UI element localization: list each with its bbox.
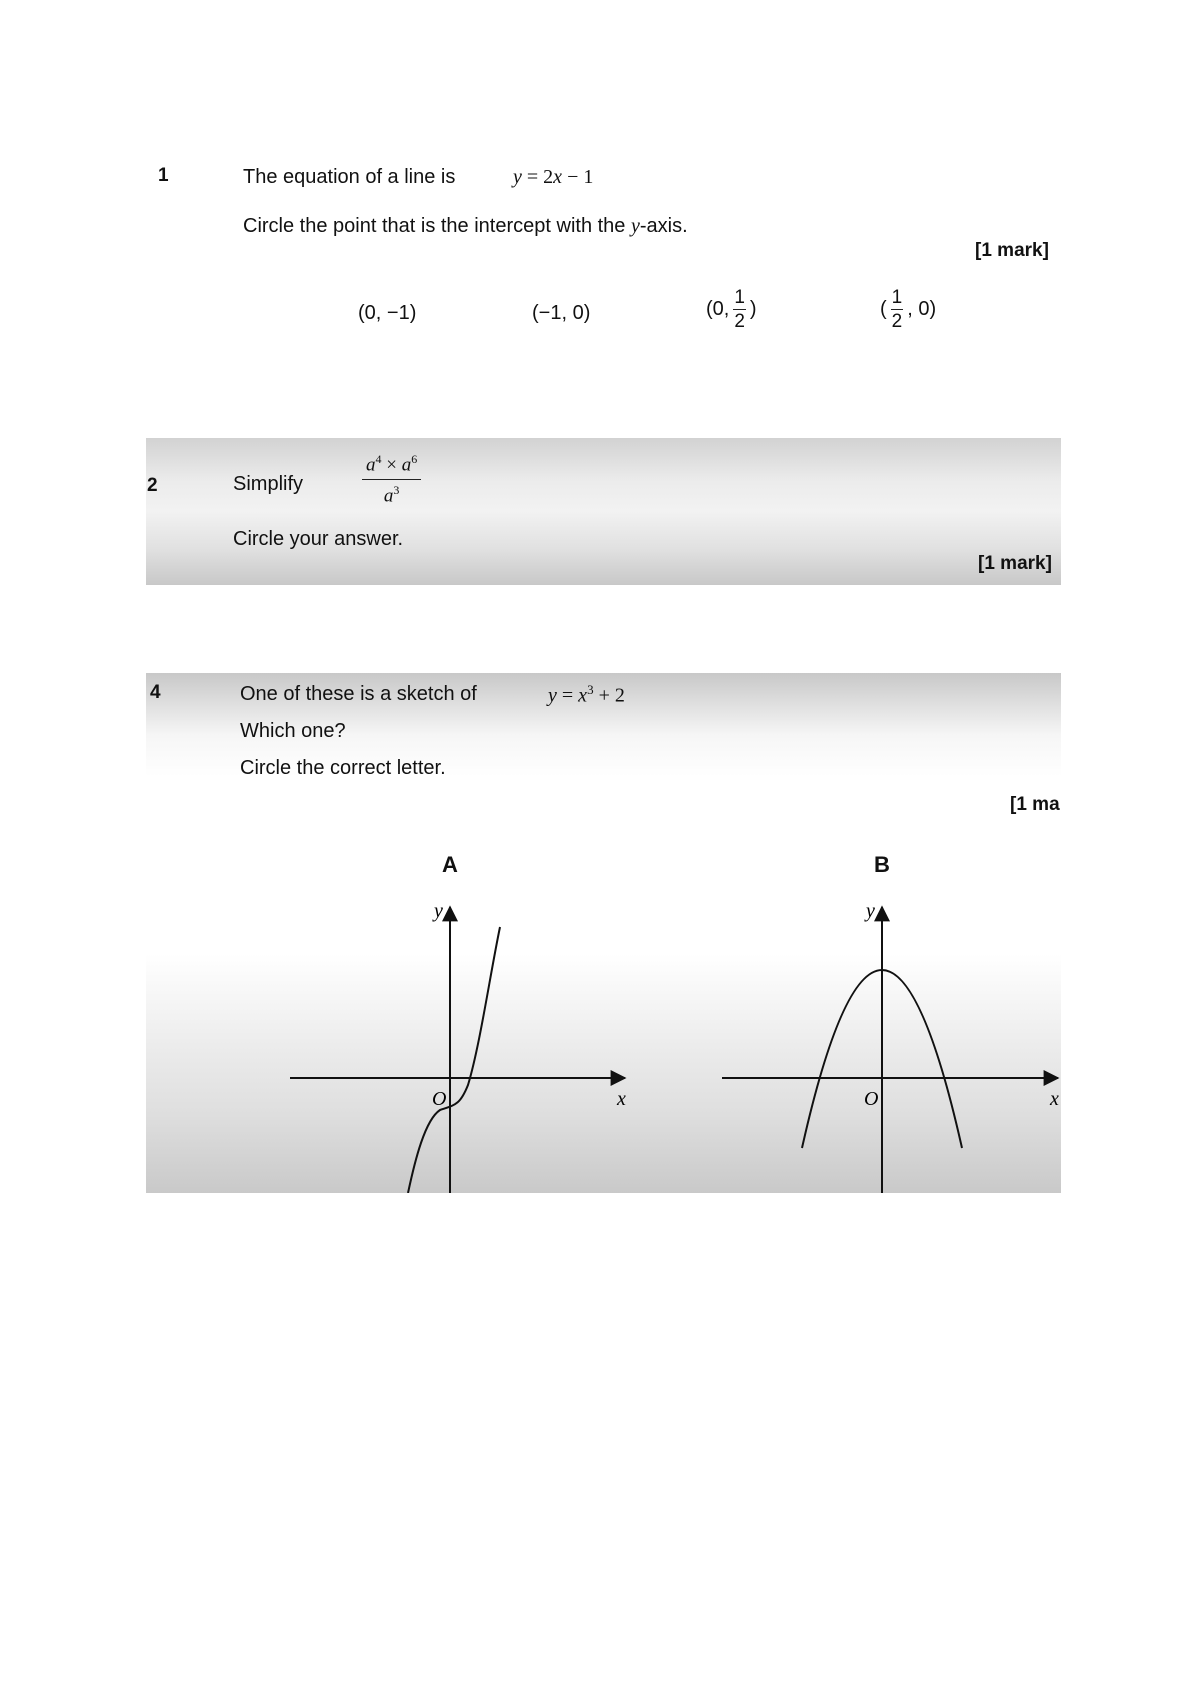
option-text: ): [749, 298, 757, 320]
origin-label: O: [432, 1088, 447, 1110]
marks-label: [1 mark]: [975, 240, 1049, 261]
times-sign: ×: [386, 454, 397, 476]
answer-option-1[interactable]: [358, 302, 416, 325]
question-number: 4: [150, 682, 161, 703]
equation-part: − 1: [562, 166, 594, 188]
question-number: 2: [147, 475, 158, 496]
option-text: , 0): [907, 298, 937, 320]
instruction-part: Circle the point that is the intercept with the: [243, 215, 631, 237]
exponent: 6: [411, 452, 418, 466]
instruction-var: y: [630, 215, 640, 237]
question-text: Which one?: [240, 720, 346, 742]
y-axis-label: y: [866, 900, 875, 922]
graph-label[interactable]: A: [442, 852, 458, 877]
equation-var-y: y: [513, 166, 522, 188]
marks-label: [1010, 794, 1061, 816]
equation-var-x: x: [578, 684, 588, 707]
equation: [513, 166, 593, 189]
fraction-numerator: 1: [734, 287, 745, 308]
option-text: (0,: [706, 298, 730, 320]
instruction-text: Circle the correct letter.: [240, 757, 446, 779]
fraction: [733, 288, 746, 331]
equation: [548, 682, 625, 708]
base: a: [366, 454, 376, 476]
fraction-denominator: [384, 480, 400, 507]
fraction-denominator: 2: [734, 311, 745, 332]
instruction-part: -axis.: [639, 215, 688, 237]
exponent: 3: [393, 483, 400, 498]
graph-b[interactable]: [712, 895, 1061, 1193]
equation-var-x: x: [553, 166, 563, 188]
equation-part: = 2: [521, 166, 554, 188]
exponent: 4: [375, 452, 382, 466]
fraction-denominator: 2: [891, 311, 903, 332]
fraction-numerator: [362, 452, 421, 480]
question-2-panel: [146, 438, 1061, 585]
exponent: 3: [587, 682, 594, 697]
x-axis-label: x: [617, 1088, 626, 1110]
fraction: [891, 288, 904, 331]
answer-option-4[interactable]: [880, 288, 936, 331]
x-axis-label: x: [1050, 1088, 1059, 1110]
graph-label[interactable]: B: [874, 852, 890, 877]
fraction-expression: [362, 452, 421, 508]
question-text: One of these is a sketch of: [240, 683, 477, 705]
curve-cubic: [408, 927, 500, 1193]
question-text: Simplify: [233, 473, 304, 495]
base: a: [383, 485, 394, 507]
question-text: The equation of a line is: [243, 166, 456, 188]
equation-var-y: y: [548, 684, 557, 707]
option-text: (0, −1): [358, 302, 417, 324]
equation-part: =: [556, 684, 579, 707]
option-text: (−1, 0): [532, 302, 591, 324]
marks-label: [1 mark]: [978, 553, 1052, 574]
marks-label-text: [1 ma: [1010, 794, 1060, 815]
y-axis-label: y: [434, 900, 443, 922]
answer-option-2[interactable]: [532, 302, 590, 325]
instruction-text: Circle your answer.: [233, 528, 404, 550]
instruction-text: [243, 215, 688, 238]
graph-a[interactable]: [280, 895, 640, 1193]
option-text: (: [880, 298, 887, 320]
equation-part: + 2: [593, 684, 625, 707]
question-number: 1: [158, 165, 169, 186]
answer-option-3[interactable]: [706, 288, 757, 331]
base: a: [401, 454, 412, 476]
origin-label: O: [864, 1088, 879, 1110]
fraction-numerator: 1: [891, 287, 903, 308]
